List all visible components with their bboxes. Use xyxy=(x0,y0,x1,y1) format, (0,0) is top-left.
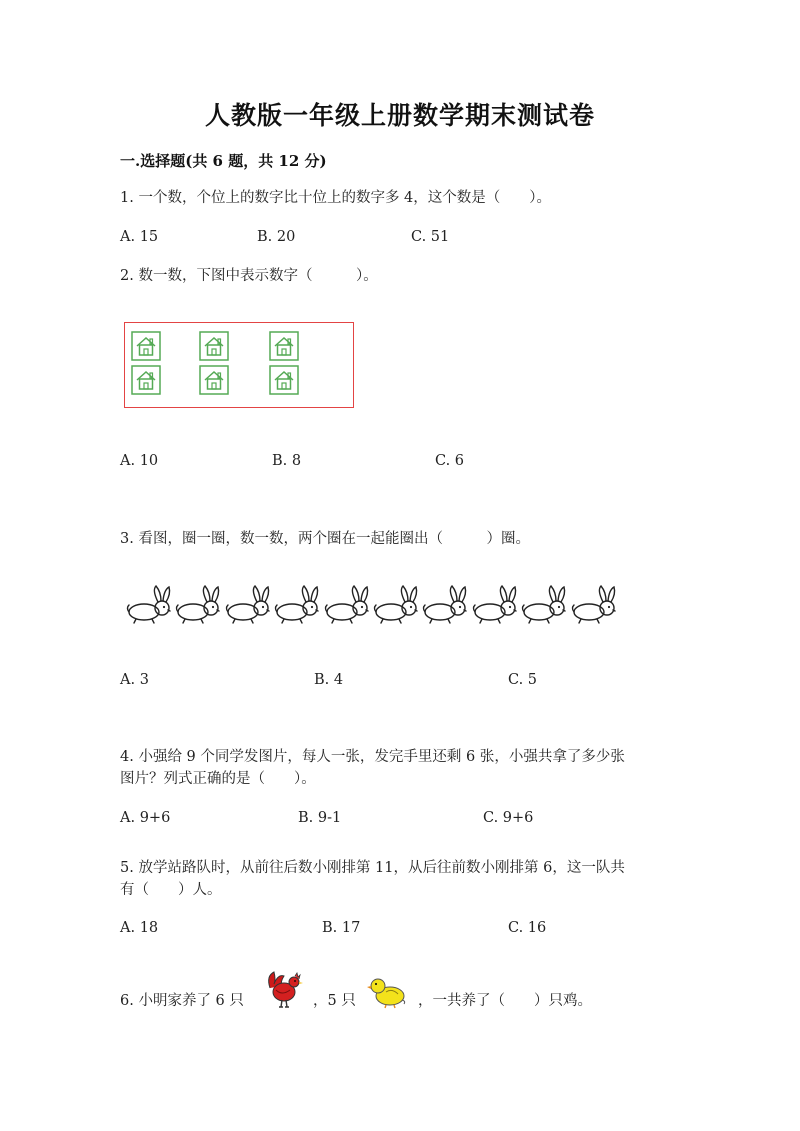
question-4-option-c: C. 9+6 xyxy=(483,810,534,826)
question-2-option-c: C. 6 xyxy=(435,453,465,469)
question-3-option-c: C. 5 xyxy=(508,672,538,688)
rabbit-icon xyxy=(173,582,225,628)
question-2-option-b: B. 8 xyxy=(272,453,302,469)
question-5-line-2: 有（ ）人。 xyxy=(120,882,222,898)
page-title: 人教版一年级上册数学期末测试卷 xyxy=(204,101,595,130)
question-3-option-b: B. 4 xyxy=(314,672,344,688)
rabbit-icon xyxy=(470,582,522,628)
question-3-option-a: A. 3 xyxy=(120,672,149,688)
question-5-line-1: 5. 放学站路队时，从前往后数小刚排第 11，从后往前数小刚排第 6，这一队共 xyxy=(120,860,625,876)
question-1-option-a: A. 15 xyxy=(120,229,159,245)
question-1-option-c: C. 51 xyxy=(411,229,450,245)
question-2-option-a: A. 10 xyxy=(120,453,159,469)
question-1-option-b: B. 20 xyxy=(257,229,296,245)
rabbit-icon xyxy=(223,582,275,628)
question-6-part-1: 6. 小明家养了 6 只 xyxy=(120,993,244,1009)
house-icon xyxy=(131,331,161,361)
rabbit-icon xyxy=(420,582,472,628)
rabbit-figure xyxy=(124,582,624,628)
house-icon xyxy=(131,365,161,395)
question-1-text: 1. 一个数，个位上的数字比十位上的数字多 4，这个数是（ ）。 xyxy=(120,190,552,206)
chick-icon xyxy=(366,974,410,1010)
question-4-option-a: A. 9+6 xyxy=(120,810,171,826)
question-4-line-2: 图片？列式正确的是（ ）。 xyxy=(120,771,316,787)
rabbit-icon xyxy=(371,582,423,628)
rabbit-icon xyxy=(519,582,571,628)
house-icon xyxy=(199,331,229,361)
house-icon xyxy=(269,331,299,361)
question-6-part-3: ，一共养了（ ）只鸡。 xyxy=(418,993,592,1009)
question-5-option-c: C. 16 xyxy=(508,920,547,936)
question-5-option-a: A. 18 xyxy=(120,920,159,936)
rabbit-icon xyxy=(569,582,621,628)
question-5-option-b: B. 17 xyxy=(322,920,361,936)
question-3-text: 3. 看图，圈一圈，数一数，两个圈在一起能圈出（ ）圈。 xyxy=(120,531,530,547)
rabbit-icon xyxy=(272,582,324,628)
house-icon xyxy=(269,365,299,395)
question-6-part-2: ，5 只 xyxy=(313,993,356,1009)
question-2-text: 2. 数一数，下图中表示数字（ ）。 xyxy=(120,268,378,284)
section-heading: 一.选择题(共 6 题，共 12 分) xyxy=(120,152,327,170)
rooster-icon xyxy=(262,966,306,1010)
house-figure xyxy=(124,322,354,408)
rabbit-icon xyxy=(322,582,374,628)
question-4-option-b: B. 9-1 xyxy=(298,810,342,826)
house-icon xyxy=(199,365,229,395)
rabbit-icon xyxy=(124,582,176,628)
question-4-line-1: 4. 小强给 9 个同学发图片，每人一张，发完手里还剩 6 张，小强共拿了多少张 xyxy=(120,749,625,765)
